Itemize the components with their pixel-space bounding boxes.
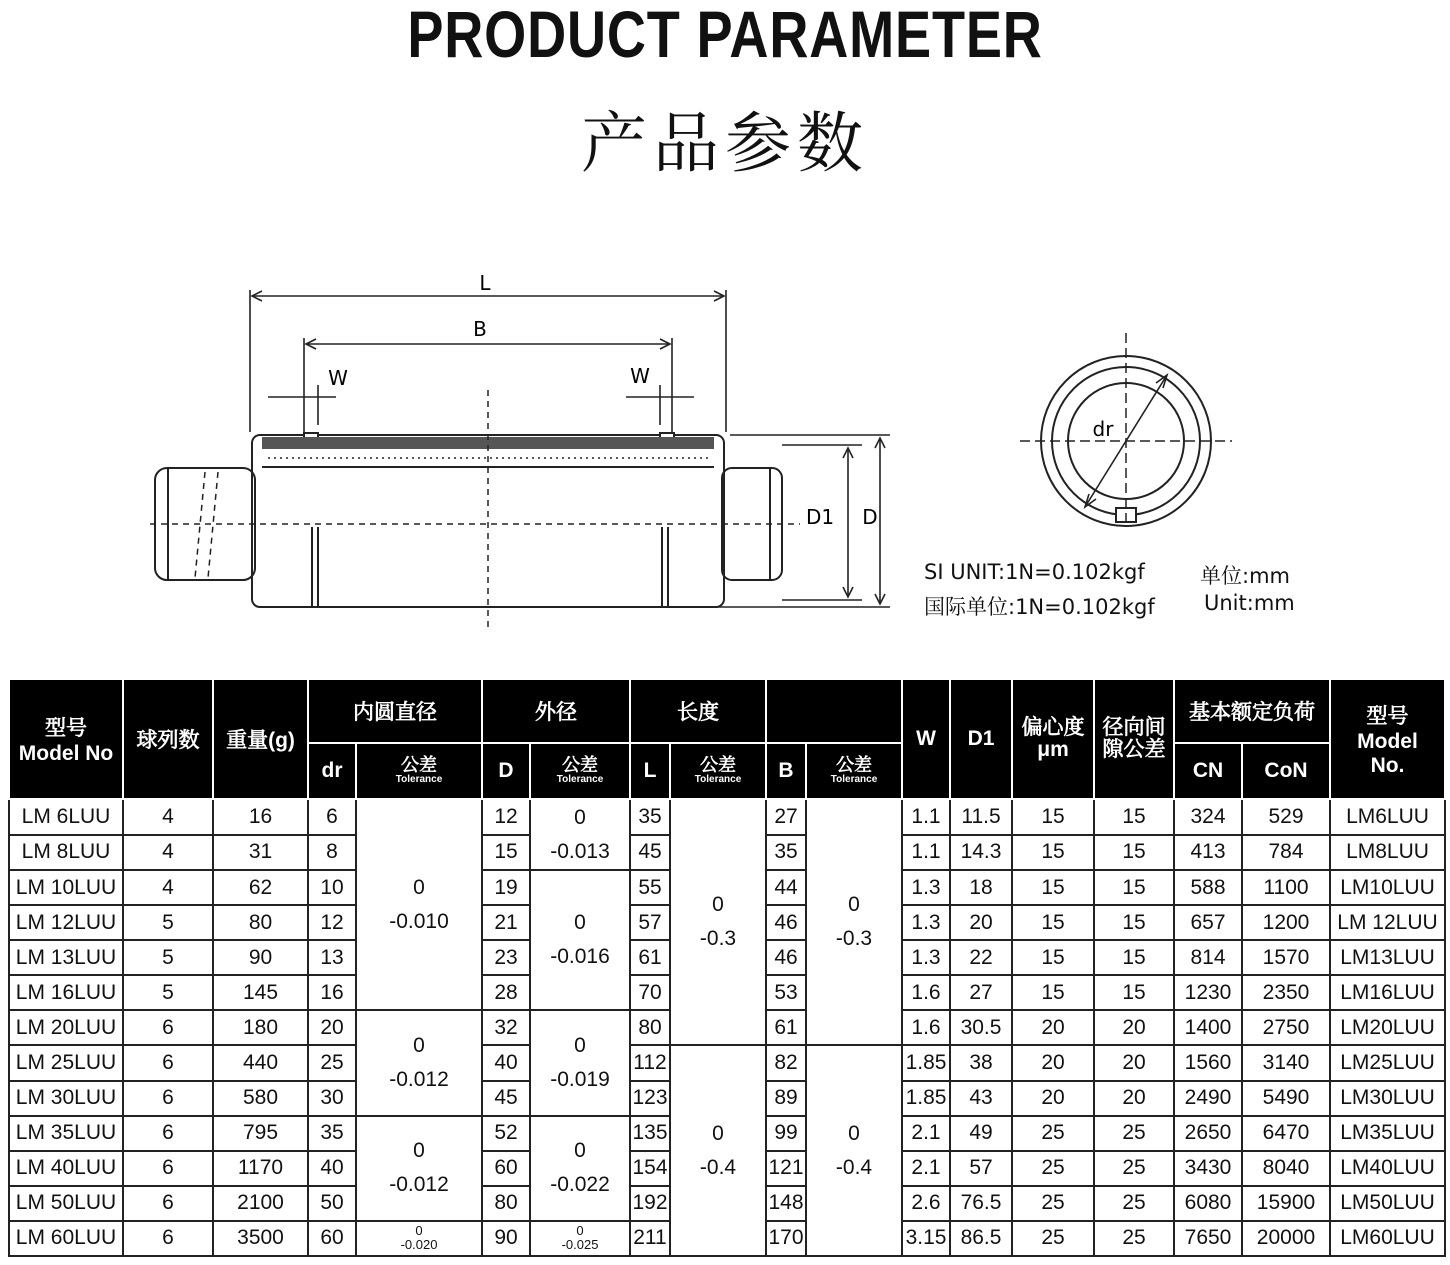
cell-L: 80 [630,1010,670,1045]
cell-dr: 60 [308,1221,356,1256]
cell-cn: 1400 [1174,1010,1242,1045]
cell-radial-clearance: 20 [1094,1081,1174,1116]
cell-model-right: LM35LUU [1330,1116,1445,1151]
label-dr: dr [1092,417,1114,441]
cell-W: 1.1 [902,799,950,835]
cell-eccentricity: 25 [1012,1186,1094,1221]
cell-D1: 14.3 [950,835,1012,871]
cell-ball-rows: 6 [123,1151,213,1186]
cell-B-tolerance: 0 -0.4 [806,1045,902,1256]
cell-model-right: LM40LUU [1330,1151,1445,1186]
cell-dr-tolerance: 0 -0.012 [356,1010,482,1115]
cell-L: 61 [630,940,670,975]
hdr-dr: dr [308,743,356,799]
label-L: L [479,271,491,295]
label-D1: D1 [805,505,835,529]
page-title-cn: 产品参数 [581,105,869,182]
cell-model: LM 13LUU [9,940,123,975]
cell-model-right: LM10LUU [1330,870,1445,905]
cell-B: 46 [766,905,806,940]
hdr-inner: 内圆直径 [308,679,482,743]
cell-B: 35 [766,835,806,871]
cell-ball-rows: 6 [123,1081,213,1116]
hdr-weight: 重量(g) [213,679,308,799]
cell-ball-rows: 6 [123,1010,213,1045]
cell-cn: 324 [1174,799,1242,835]
label-D: D [862,505,878,529]
cell-model-right: LM16LUU [1330,975,1445,1010]
cell-D: 21 [482,905,530,940]
cell-cn: 6080 [1174,1186,1242,1221]
cell-model-right: LM60LUU [1330,1221,1445,1256]
cell-con: 1570 [1242,940,1330,975]
cell-weight: 80 [213,905,308,940]
cell-weight: 2100 [213,1186,308,1221]
cell-W: 1.1 [902,835,950,871]
cell-ball-rows: 5 [123,905,213,940]
cell-ball-rows: 4 [123,835,213,871]
cell-radial-clearance: 25 [1094,1116,1174,1151]
cell-dr: 35 [308,1116,356,1151]
cell-L: 35 [630,799,670,835]
cell-W: 1.3 [902,905,950,940]
cell-radial-clearance: 15 [1094,905,1174,940]
hdr-eccentricity: 偏心度 μm [1012,679,1094,799]
cell-W: 2.1 [902,1151,950,1186]
cell-dr: 6 [308,799,356,835]
cell-D1: 57 [950,1151,1012,1186]
cell-eccentricity: 15 [1012,905,1094,940]
cell-eccentricity: 25 [1012,1116,1094,1151]
cell-dr: 16 [308,975,356,1010]
cell-dr: 12 [308,905,356,940]
cell-B: 89 [766,1081,806,1116]
cell-weight: 3500 [213,1221,308,1256]
cell-L: 135 [630,1116,670,1151]
cell-L: 211 [630,1221,670,1256]
cell-model: LM 60LUU [9,1221,123,1256]
cell-B: 27 [766,799,806,835]
cell-model-right: LM20LUU [1330,1010,1445,1045]
cell-model: LM 35LUU [9,1116,123,1151]
cell-dr-tolerance: 0 -0.012 [356,1116,482,1221]
cell-eccentricity: 15 [1012,870,1094,905]
cell-W: 1.85 [902,1045,950,1080]
cell-W: 2.1 [902,1116,950,1151]
cell-radial-clearance: 20 [1094,1045,1174,1080]
cell-dr-tolerance: 0 -0.010 [356,799,482,1010]
label-B: B [473,317,487,341]
cell-D1: 76.5 [950,1186,1012,1221]
intl-unit-note: 国际单位:1N=0.102kgf [924,595,1155,619]
cell-weight: 180 [213,1010,308,1045]
shaft-right [722,468,782,580]
cell-D: 90 [482,1221,530,1256]
cell-L: 154 [630,1151,670,1186]
cell-D1: 30.5 [950,1010,1012,1045]
cell-cn: 7650 [1174,1221,1242,1256]
cell-radial-clearance: 25 [1094,1221,1174,1256]
cell-con: 20000 [1242,1221,1330,1256]
hdr-B: B [766,743,806,799]
page-title-en: PRODUCT PARAMETER [407,0,1043,71]
cell-con: 5490 [1242,1081,1330,1116]
cell-D1: 27 [950,975,1012,1010]
cell-eccentricity: 15 [1012,975,1094,1010]
cell-eccentricity: 15 [1012,835,1094,871]
cell-model: LM 10LUU [9,870,123,905]
cell-eccentricity: 15 [1012,799,1094,835]
cell-cn: 588 [1174,870,1242,905]
table-row [9,799,1445,835]
cell-model: LM 16LUU [9,975,123,1010]
cell-model: LM 30LUU [9,1081,123,1116]
hdr-B-tol: 公差 Tolerance [806,743,902,799]
cell-L: 45 [630,835,670,871]
cell-B: 170 [766,1221,806,1256]
label-W-left: W [328,366,348,390]
cell-D1: 43 [950,1081,1012,1116]
cell-D: 32 [482,1010,530,1045]
cell-model: LM 8LUU [9,835,123,871]
cell-model: LM 25LUU [9,1045,123,1080]
cell-con: 784 [1242,835,1330,871]
cell-model: LM 50LUU [9,1186,123,1221]
cell-L-tolerance: 0 -0.4 [670,1045,766,1256]
cell-D-tolerance: 0 -0.022 [530,1116,630,1221]
cell-dr: 10 [308,870,356,905]
cell-con: 2350 [1242,975,1330,1010]
cell-D: 80 [482,1186,530,1221]
cell-D: 45 [482,1081,530,1116]
cell-eccentricity: 15 [1012,940,1094,975]
hdr-D-tol: 公差 Tolerance [530,743,630,799]
hdr-load: 基本额定负荷 [1174,679,1330,743]
cell-model-right: LM6LUU [1330,799,1445,835]
cell-L: 123 [630,1081,670,1116]
cell-L: 55 [630,870,670,905]
cell-D-tolerance: 0 -0.016 [530,870,630,1010]
cell-model: LM 12LUU [9,905,123,940]
cell-D-tolerance: 0 -0.019 [530,1010,630,1115]
cell-D1: 18 [950,870,1012,905]
cell-D: 12 [482,799,530,835]
cell-W: 1.3 [902,870,950,905]
cell-radial-clearance: 15 [1094,870,1174,905]
cell-W: 2.6 [902,1186,950,1221]
hdr-radial: 径向间 隙公差 [1094,679,1174,799]
cell-D1: 38 [950,1045,1012,1080]
cell-model-right: LM8LUU [1330,835,1445,871]
cell-W: 1.6 [902,975,950,1010]
unit-cn: 单位:mm [1200,564,1290,588]
cell-B: 46 [766,940,806,975]
cell-B: 82 [766,1045,806,1080]
cell-dr: 20 [308,1010,356,1045]
label-W-right: W [630,364,650,388]
cell-weight: 62 [213,870,308,905]
cell-dr: 8 [308,835,356,871]
cell-radial-clearance: 15 [1094,940,1174,975]
cell-L: 112 [630,1045,670,1080]
cell-model-right: LM50LUU [1330,1186,1445,1221]
cell-cn: 413 [1174,835,1242,871]
cell-ball-rows: 6 [123,1221,213,1256]
cell-dr: 25 [308,1045,356,1080]
cell-model: LM 6LUU [9,799,123,835]
hdr-dr-tol: 公差 Tolerance [356,743,482,799]
cell-weight: 1170 [213,1151,308,1186]
cell-model: LM 20LUU [9,1010,123,1045]
cell-radial-clearance: 15 [1094,799,1174,835]
cell-eccentricity: 25 [1012,1221,1094,1256]
hdr-outer: 外径 [482,679,630,743]
cell-cn: 657 [1174,905,1242,940]
cell-B: 44 [766,870,806,905]
cell-B: 121 [766,1151,806,1186]
cell-dr: 13 [308,940,356,975]
cell-D1: 86.5 [950,1221,1012,1256]
hdr-model: 型号 Model No [9,679,123,799]
cell-weight: 16 [213,799,308,835]
cell-con: 8040 [1242,1151,1330,1186]
cell-ball-rows: 6 [123,1116,213,1151]
cell-L: 70 [630,975,670,1010]
cell-con: 529 [1242,799,1330,835]
cell-ball-rows: 6 [123,1186,213,1221]
hdr-length: 长度 [630,679,766,743]
cell-eccentricity: 20 [1012,1081,1094,1116]
hdr-b-group [766,679,902,743]
cell-D1: 11.5 [950,799,1012,835]
cell-model-right: LM13LUU [1330,940,1445,975]
cell-dr: 30 [308,1081,356,1116]
cell-L-tolerance: 0 -0.3 [670,799,766,1045]
cell-D: 52 [482,1116,530,1151]
cell-W: 1.3 [902,940,950,975]
cell-W: 1.85 [902,1081,950,1116]
cell-cn: 3430 [1174,1151,1242,1186]
cell-D1: 22 [950,940,1012,975]
cell-L: 192 [630,1186,670,1221]
hdr-L-tol: 公差 Tolerance [670,743,766,799]
hdr-w: W [902,679,950,799]
cell-B: 99 [766,1116,806,1151]
cell-D: 15 [482,835,530,871]
cell-B: 61 [766,1010,806,1045]
cell-D: 60 [482,1151,530,1186]
cell-B-tolerance: 0 -0.3 [806,799,902,1045]
cell-D1: 49 [950,1116,1012,1151]
cell-eccentricity: 20 [1012,1010,1094,1045]
unit-en: Unit:mm [1204,591,1295,615]
cell-D: 19 [482,870,530,905]
cell-D-tolerance: 0 -0.025 [530,1221,630,1256]
hdr-cn: CN [1174,743,1242,799]
cell-dr: 50 [308,1186,356,1221]
cell-D: 40 [482,1045,530,1080]
cell-radial-clearance: 25 [1094,1151,1174,1186]
cell-ball-rows: 4 [123,799,213,835]
cell-D: 28 [482,975,530,1010]
cell-L: 57 [630,905,670,940]
cell-D: 23 [482,940,530,975]
cell-radial-clearance: 15 [1094,975,1174,1010]
cell-con: 3140 [1242,1045,1330,1080]
cell-cn: 2490 [1174,1081,1242,1116]
cell-model: LM 40LUU [9,1151,123,1186]
cell-ball-rows: 5 [123,940,213,975]
parameter-table-body [9,799,1445,1256]
cell-model-right: LM 12LUU [1330,905,1445,940]
cell-weight: 145 [213,975,308,1010]
cell-model-right: LM30LUU [1330,1081,1445,1116]
cell-W: 3.15 [902,1221,950,1256]
cell-radial-clearance: 25 [1094,1186,1174,1221]
cell-eccentricity: 25 [1012,1151,1094,1186]
cell-con: 1200 [1242,905,1330,940]
hdr-L: L [630,743,670,799]
cell-cn: 1230 [1174,975,1242,1010]
cell-model-right: LM25LUU [1330,1045,1445,1080]
cell-weight: 440 [213,1045,308,1080]
hdr-con: CoN [1242,743,1330,799]
hdr-D: D [482,743,530,799]
cell-dr: 40 [308,1151,356,1186]
cell-cn: 2650 [1174,1116,1242,1151]
cell-weight: 31 [213,835,308,871]
hdr-d1: D1 [950,679,1012,799]
cell-cn: 1560 [1174,1045,1242,1080]
cell-D1: 20 [950,905,1012,940]
cell-ball-rows: 4 [123,870,213,905]
cell-weight: 795 [213,1116,308,1151]
cell-con: 6470 [1242,1116,1330,1151]
cell-con: 2750 [1242,1010,1330,1045]
cell-D-tolerance: 0 -0.013 [530,799,630,870]
cell-radial-clearance: 15 [1094,835,1174,871]
hdr-rows: 球列数 [123,679,213,799]
cell-cn: 814 [1174,940,1242,975]
cell-weight: 580 [213,1081,308,1116]
parameter-table [8,678,1446,1257]
hdr-model2: 型号 Model No. [1330,679,1445,799]
cell-dr-tolerance: 0 -0.020 [356,1221,482,1256]
cell-weight: 90 [213,940,308,975]
cell-radial-clearance: 20 [1094,1010,1174,1045]
cell-W: 1.6 [902,1010,950,1045]
cell-ball-rows: 6 [123,1045,213,1080]
cell-eccentricity: 20 [1012,1045,1094,1080]
cell-con: 1100 [1242,870,1330,905]
table-row [9,1045,1445,1080]
si-unit-note: SI UNIT:1N=0.102kgf [924,560,1145,584]
cell-B: 53 [766,975,806,1010]
cell-ball-rows: 5 [123,975,213,1010]
cell-B: 148 [766,1186,806,1221]
cell-con: 15900 [1242,1186,1330,1221]
